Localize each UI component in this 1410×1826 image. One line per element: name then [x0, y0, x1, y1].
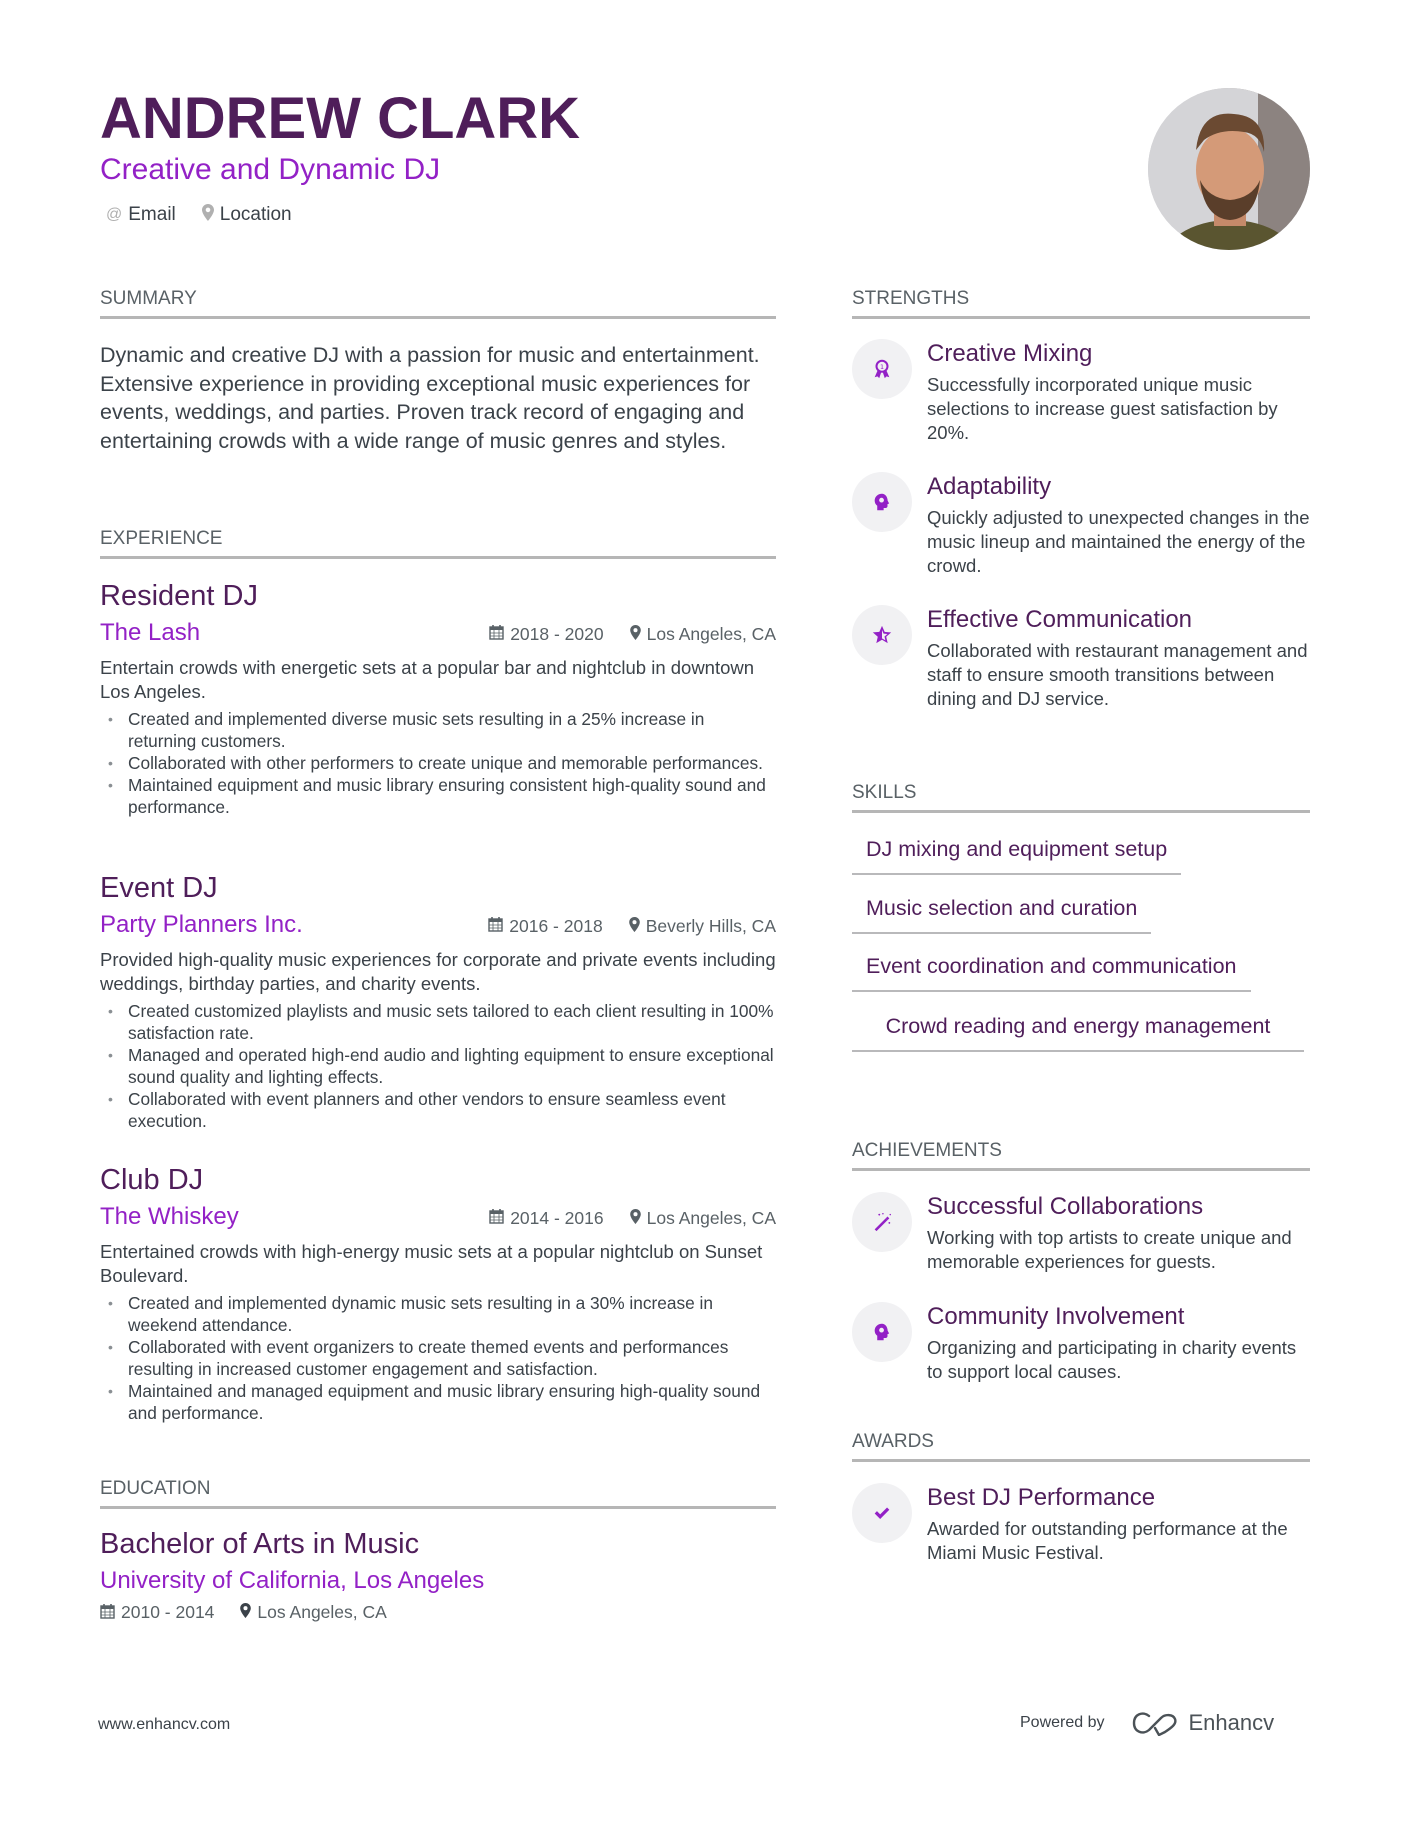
education-location: Los Angeles, CA	[240, 1602, 386, 1623]
job-bullet: • Managed and operated high-end audio and lighting equipment to ensure exceptional sound quality and lighting effects.	[100, 1044, 776, 1088]
contact-location	[202, 204, 292, 226]
achievements-heading: ACHIEVEMENTS	[852, 1140, 1310, 1171]
job-location: Beverly Hills, CA	[629, 916, 776, 937]
calendar-icon	[489, 1208, 504, 1228]
brand-name: Enhancv	[1188, 1710, 1275, 1735]
brand-logo[interactable]	[1131, 1710, 1275, 1736]
job-bullet: • Collaborated with event planners and other vendors to ensure seamless event execution.	[100, 1088, 776, 1132]
star-icon	[852, 605, 912, 665]
strength-title: Effective Communication	[927, 606, 1193, 633]
company-name: Party Planners Inc.	[100, 911, 303, 938]
job-location: Los Angeles, CA	[630, 624, 776, 645]
enhancv-logo-icon	[1131, 1710, 1179, 1736]
location-pin-icon	[630, 1209, 641, 1228]
checkmark-icon	[852, 1483, 912, 1543]
summary-text: Dynamic and creative DJ with a passion for music and entertainment. Extensive experience in providing exceptional music experiences for events, weddings, and parties. Proven track record of engaging and entertaining crowds with a wide range of music genres and styles.	[100, 343, 760, 453]
company-name: The Whiskey	[100, 1203, 239, 1230]
strength-title: Adaptability	[927, 473, 1052, 500]
strengths-heading: STRENGTHS	[852, 288, 1310, 319]
achievement-title: Successful Collaborations	[927, 1193, 1204, 1220]
svg-text:1: 1	[879, 363, 885, 371]
candidate-name: ANDREW CLARK	[100, 86, 581, 151]
school-name: University of California, Los Angeles	[100, 1567, 485, 1594]
education-dates: 2010 - 2014	[100, 1602, 214, 1623]
strength-item	[852, 605, 1310, 711]
contact-list	[106, 204, 292, 226]
job-bullet: • Maintained equipment and music library ensuring consistent high-quality sound and performance.	[100, 774, 776, 818]
candidate-title: Creative and Dynamic DJ	[100, 153, 441, 186]
experience-section	[100, 528, 776, 559]
degree-title: Bachelor of Arts in Music	[100, 1528, 420, 1560]
achievement-description: Organizing and participating in charity events to support local causes.	[927, 1337, 1297, 1382]
job-description: Entertain crowds with energetic sets at a popular bar and nightclub in downtown Los Angeles.	[100, 657, 755, 702]
contact-email[interactable]	[106, 204, 176, 226]
job-description: Entertained crowds with high-energy music sets at a popular nightclub on Sunset Boulevard.	[100, 1241, 763, 1286]
skills-heading: SKILLS	[852, 782, 1310, 813]
job-bullets	[100, 708, 776, 818]
strength-title: Creative Mixing	[927, 340, 1093, 367]
skill-tag: DJ mixing and equipment setup	[852, 836, 1181, 875]
strength-description: Successfully incorporated unique music selections to increase guest satisfaction by 20%.	[927, 374, 1278, 443]
job-title: Event DJ	[100, 872, 218, 904]
skill-tag: Music selection and curation	[852, 895, 1151, 934]
strengths-section	[852, 288, 1310, 319]
avatar	[1148, 88, 1310, 250]
education-entry	[100, 1526, 776, 1623]
profile-photo	[1148, 88, 1310, 250]
strength-item	[852, 339, 1310, 445]
calendar-icon	[489, 624, 504, 644]
skills-section	[852, 782, 1310, 813]
job-description: Provided high-quality music experiences for corporate and private events including weddings, birthday parties, and charity events.	[100, 949, 776, 994]
education-heading: EDUCATION	[100, 1478, 776, 1509]
job-entry	[100, 578, 776, 818]
award-ribbon-icon	[852, 339, 912, 399]
job-bullets	[100, 1000, 776, 1132]
job-dates: 2016 - 2018	[488, 916, 602, 937]
job-entry	[100, 870, 776, 1132]
strength-description: Collaborated with restaurant management and staff to ensure smooth transitions between dining and DJ service.	[927, 640, 1308, 709]
magic-wand-icon	[852, 1192, 912, 1252]
job-bullet: • Maintained and managed equipment and music library ensuring high-quality sound and performance.	[100, 1380, 776, 1424]
achievements-section	[852, 1140, 1310, 1171]
job-entry	[100, 1162, 776, 1424]
job-bullet: • Created and implemented diverse music sets resulting in a 25% increase in returning customers.	[100, 708, 776, 752]
strength-item	[852, 472, 1310, 578]
strength-description: Quickly adjusted to unexpected changes in the music lineup and maintained the energy of the crowd.	[927, 507, 1310, 576]
award-description: Awarded for outstanding performance at the Miami Music Festival.	[927, 1518, 1288, 1563]
job-title: Club DJ	[100, 1164, 204, 1196]
achievement-description: Working with top artists to create unique and memorable experiences for guests.	[927, 1227, 1292, 1272]
skill-tag: Event coordination and communication	[852, 953, 1251, 992]
powered-by-label: Powered by	[1020, 1714, 1105, 1731]
contact-email-label: Email	[128, 204, 176, 225]
job-title: Resident DJ	[100, 580, 258, 612]
contact-location-label: Location	[219, 204, 292, 225]
calendar-icon	[100, 1603, 115, 1623]
company-name: The Lash	[100, 619, 201, 646]
job-bullet: • Created customized playlists and music sets tailored to each client resulting in 100% satisfaction rate.	[100, 1000, 776, 1044]
job-dates: 2018 - 2020	[489, 624, 603, 645]
powered-by	[1020, 1710, 1274, 1736]
job-bullet: • Collaborated with event organizers to create themed events and performances resulting in increased customer engagement and satisfaction.	[100, 1336, 776, 1380]
award-item	[852, 1483, 1310, 1565]
job-bullet: • Created and implemented dynamic music sets resulting in a 30% increase in weekend attendance.	[100, 1292, 776, 1336]
head-brain-icon	[852, 472, 912, 532]
location-pin-icon	[240, 1603, 251, 1622]
experience-heading: EXPERIENCE	[100, 528, 776, 559]
job-location: Los Angeles, CA	[630, 1208, 776, 1229]
job-dates: 2014 - 2016	[489, 1208, 603, 1229]
awards-heading: AWARDS	[852, 1431, 1310, 1462]
location-pin-icon	[630, 625, 641, 644]
awards-section	[852, 1431, 1310, 1462]
job-bullet: • Collaborated with other performers to create unique and memorable performances.	[100, 752, 776, 774]
website-link[interactable]: www.enhancv.com	[98, 1716, 231, 1733]
head-brain-icon	[852, 1302, 912, 1362]
skill-tag: Crowd reading and energy management	[852, 1013, 1304, 1052]
achievement-item	[852, 1302, 1310, 1384]
summary-section	[100, 288, 776, 455]
education-section	[100, 1478, 776, 1509]
calendar-icon	[488, 916, 503, 936]
job-bullets	[100, 1292, 776, 1424]
summary-heading: SUMMARY	[100, 288, 776, 319]
location-pin-icon	[629, 917, 640, 936]
at-icon: @	[106, 206, 123, 223]
achievement-item	[852, 1192, 1310, 1274]
award-title: Best DJ Performance	[927, 1484, 1156, 1511]
achievement-title: Community Involvement	[927, 1303, 1185, 1330]
location-pin-icon	[202, 204, 214, 226]
